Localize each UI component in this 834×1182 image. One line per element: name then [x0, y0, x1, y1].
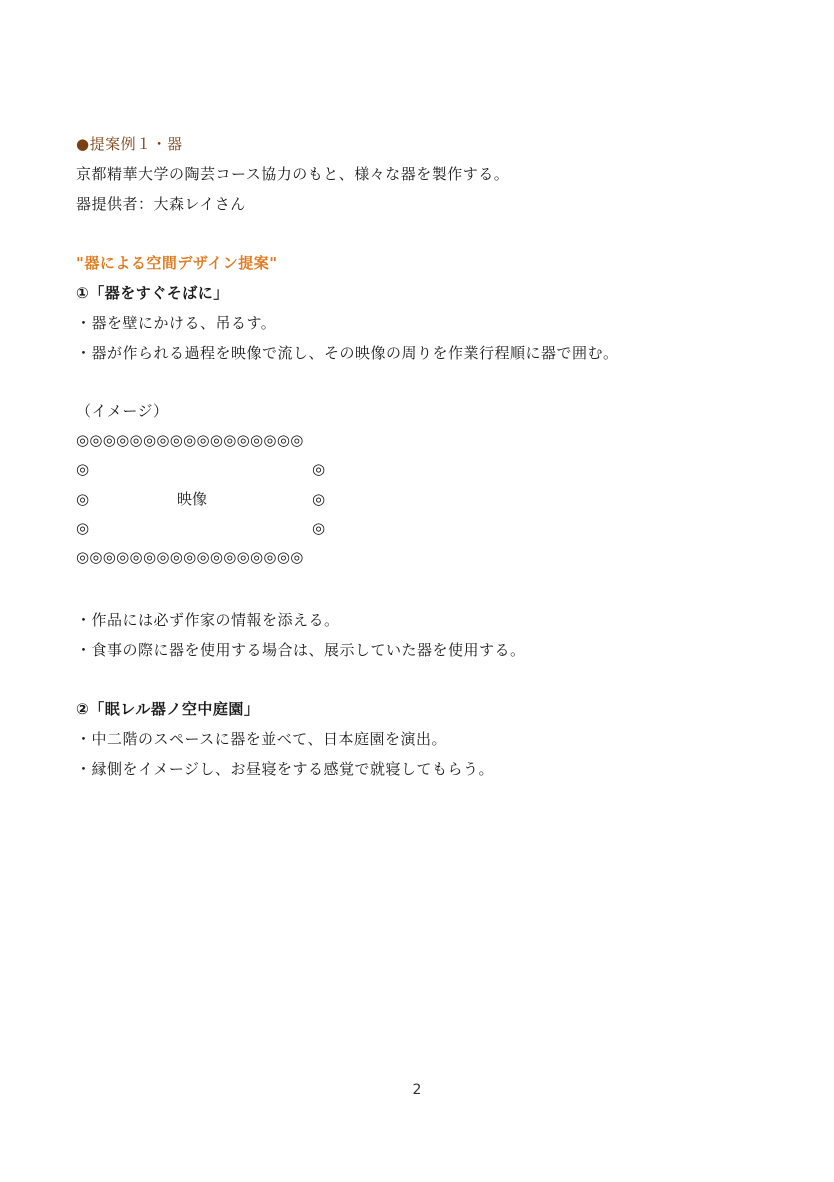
diagram-bottom-row: ◎◎◎◎◎◎◎◎◎◎◎◎◎◎◎◎◎	[76, 548, 304, 566]
diagram-right-mark: ◎	[312, 490, 326, 508]
image-caption: （イメージ）	[76, 402, 169, 420]
item1-note: ・作品には必ず作家の情報を添える。	[76, 611, 340, 629]
diagram-left-mark: ◎	[76, 490, 90, 508]
proposal-heading: ●提案例１・器	[76, 135, 183, 153]
item1-bullet: ・器が作られる過程を映像で流し、その映像の周りを作業行程順に器で囲む。	[76, 344, 619, 362]
item2-bullet: ・縁側をイメージし、お昼寝をする感覚で就寝してもらう。	[76, 760, 495, 778]
diagram-left-mark: ◎	[76, 460, 90, 478]
provider-line: 器提供者：大森レイさん	[76, 195, 246, 213]
diagram-right-mark: ◎	[312, 460, 326, 478]
item2-heading: ②「眠レル器ノ空中庭園」	[76, 700, 260, 718]
video-label: 映像	[177, 490, 208, 508]
diagram-left-mark: ◎	[76, 519, 90, 537]
item1-heading: ①「器をすぐそばに」	[76, 284, 229, 302]
item1-bullet: ・器を壁にかける、吊るす。	[76, 314, 277, 332]
design-proposal-title: "器による空間デザイン提案"	[76, 254, 278, 272]
proposal-description: 京都精華大学の陶芸コース協力のもと、様々な器を製作する。	[76, 165, 510, 183]
item2-bullet: ・中二階のスペースに器を並べて、日本庭園を演出。	[76, 730, 447, 748]
diagram-top-row: ◎◎◎◎◎◎◎◎◎◎◎◎◎◎◎◎◎	[76, 431, 304, 449]
item1-note: ・食事の際に器を使用する場合は、展示していた器を使用する。	[76, 641, 526, 659]
page-number: 2	[412, 1082, 422, 1098]
diagram-right-mark: ◎	[312, 519, 326, 537]
